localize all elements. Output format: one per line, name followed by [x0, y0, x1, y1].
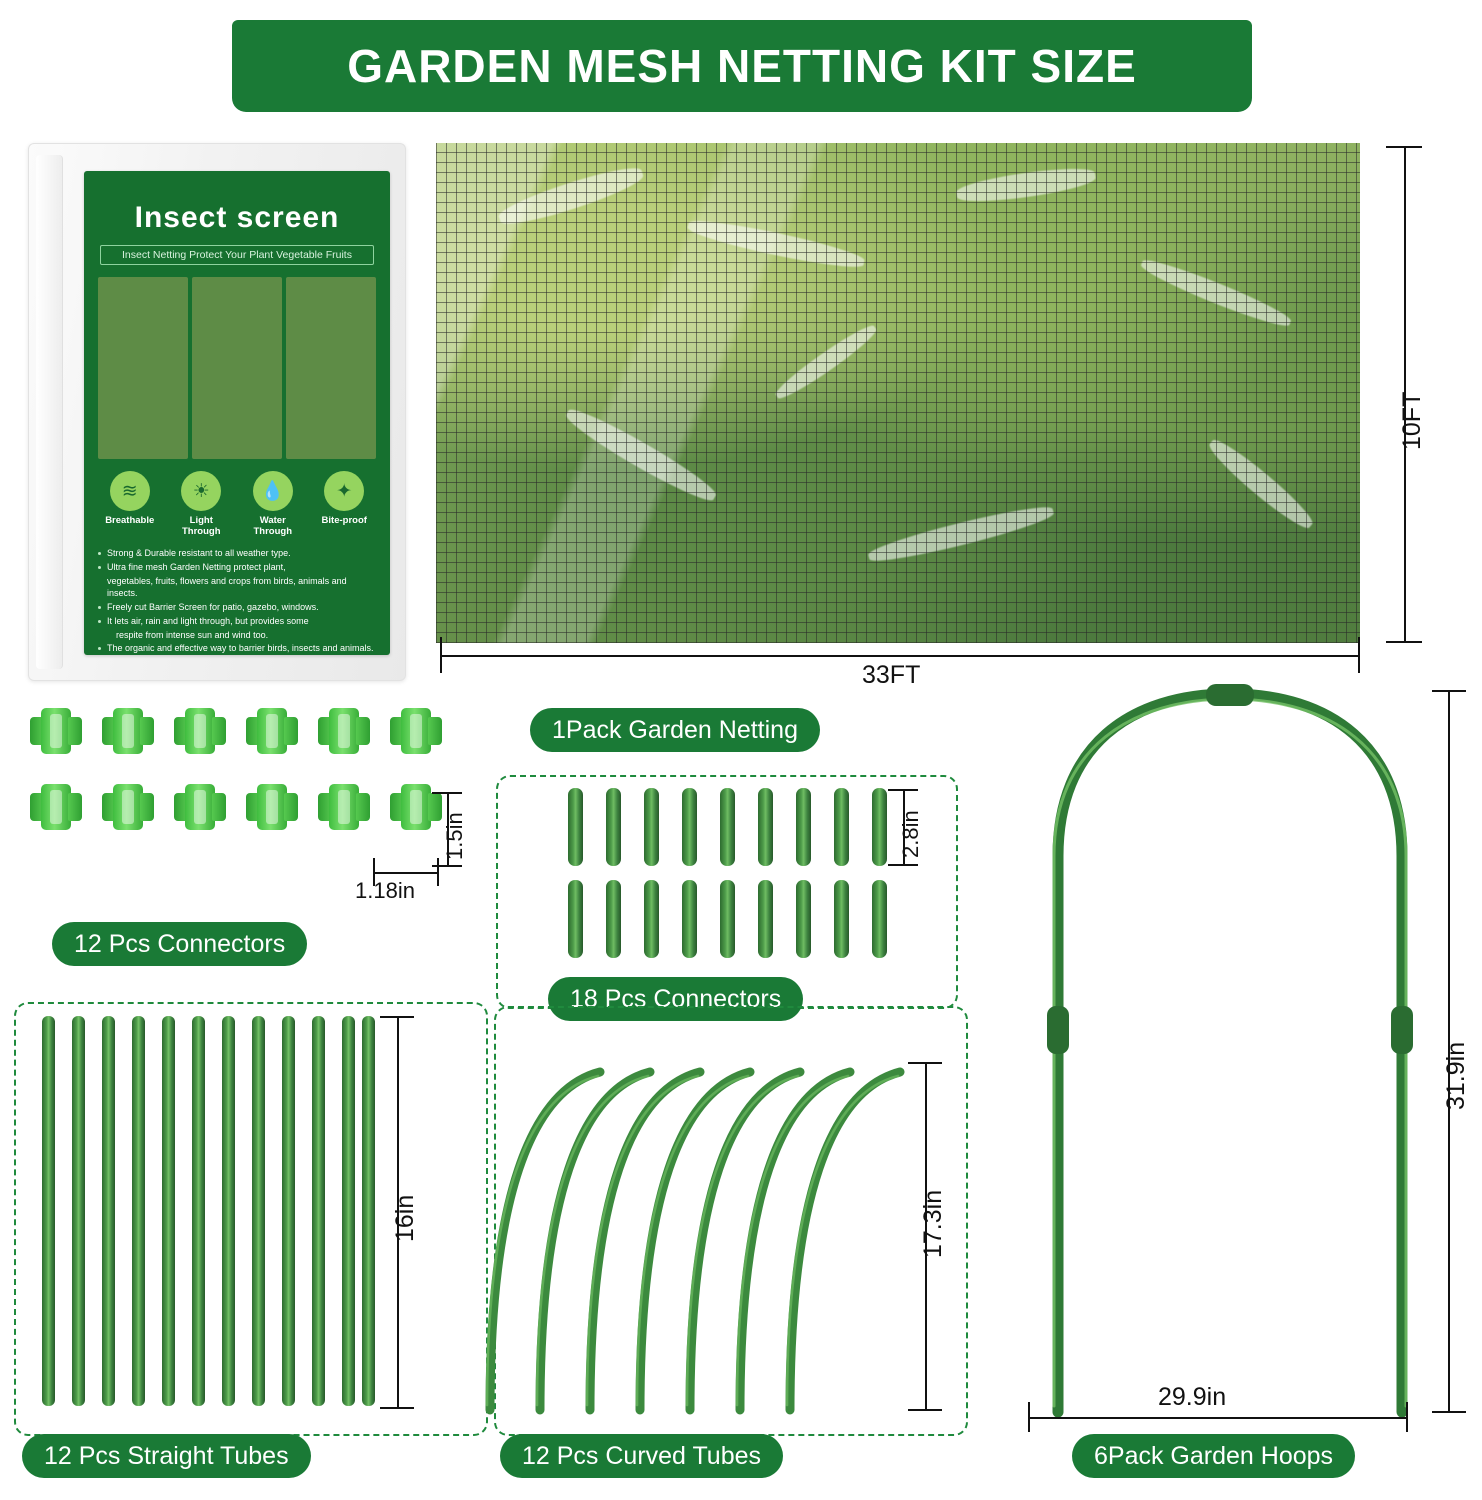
hoops-label-pill: 6Pack Garden Hoops [1072, 1434, 1355, 1478]
package-photo-1 [98, 277, 188, 459]
dim-tick [1028, 1402, 1030, 1432]
insect-icon: ✦ [324, 471, 364, 511]
netting-width-dim-line [440, 655, 1360, 657]
dim-tick [908, 1409, 942, 1411]
connector-clips-label-pill: 12 Pcs Connectors [52, 922, 307, 966]
feature-water-through [241, 471, 305, 537]
connector-clip [174, 708, 226, 754]
dim-tick [1432, 690, 1466, 692]
netting-width-label: 33FT [862, 661, 921, 689]
garden-hoop [1020, 676, 1440, 1416]
bullet-item-cont: vegetables, fruits, flowers and crops from birds, animals and insects. [107, 575, 347, 599]
package-bullets [98, 547, 376, 655]
connector-clip [246, 708, 298, 754]
clip-width-dim-line [373, 872, 439, 874]
connector-clip [102, 784, 154, 830]
dim-tick [432, 792, 462, 794]
curved-tube-height-label: 17.3in [919, 1189, 947, 1258]
feature-label: Light Through [181, 515, 221, 537]
package-features [94, 471, 380, 537]
dim-tick [908, 1062, 942, 1064]
connector-clips-group [18, 700, 438, 860]
connector-clip [390, 784, 442, 830]
bullet-item: Ultra fine mesh Garden Netting protect plant, [98, 561, 376, 574]
sun-plant-icon: ☀ [181, 471, 221, 511]
package-title: Insect screen [134, 201, 340, 234]
dim-tick [380, 1407, 414, 1409]
hoop-width-dim-line [1028, 1417, 1408, 1419]
dim-tick [437, 858, 439, 886]
package-subtitle: Insect Netting Protect Your Plant Vegetable Fruits [100, 245, 374, 265]
curved-tubes-group [470, 1050, 940, 1420]
feature-breathable [98, 471, 162, 537]
dim-tick [380, 1016, 414, 1018]
connector-clip [318, 784, 370, 830]
water-drop-icon: 💧 [253, 471, 293, 511]
straight-tubes-label-pill: 12 Pcs Straight Tubes [22, 1434, 311, 1478]
bullet-item: Strong & Durable resistant to all weather type. [98, 547, 376, 560]
header-banner [232, 20, 1252, 112]
package-photo-3 [286, 277, 376, 459]
dim-tick [1386, 146, 1422, 148]
dim-tick [1358, 637, 1360, 673]
bullet-item: Freely cut Barrier Screen for patio, gazebo, windows. [98, 601, 376, 614]
dim-tick [440, 637, 442, 673]
dim-tick [888, 864, 918, 866]
hoop-width-label: 29.9in [1158, 1383, 1227, 1411]
hoop-height-label: 31.9in [1442, 1041, 1470, 1110]
feature-label: Breathable [105, 515, 155, 526]
package-bag-edge [36, 155, 63, 669]
bullet-item-cont: respite from intense sun and wind too. [116, 629, 269, 640]
feature-bite-proof [312, 471, 376, 537]
package-photo-2 [192, 277, 282, 459]
netting-height-label: 10FT [1398, 391, 1426, 450]
connector-clip [174, 784, 226, 830]
connector-tube-length-label: 2.8in [898, 810, 923, 858]
hoop-connector-top [1206, 684, 1254, 706]
dim-tick [888, 789, 918, 791]
bullet-item: The organic and effective way to barrier birds, insects and animals. [98, 642, 376, 655]
straight-tube-length-label: 16in [391, 1194, 419, 1242]
netting-label-pill: 1Pack Garden Netting [530, 708, 820, 752]
mesh-texture [436, 143, 1360, 643]
connector-tubes-label-pill: 18 Pcs Connectors [548, 977, 803, 1021]
airflow-icon: ≋ [110, 471, 150, 511]
connector-clip [390, 708, 442, 754]
connector-clip [30, 784, 82, 830]
package-photo-strip [98, 277, 376, 459]
insect-screen-package [28, 143, 406, 681]
connector-clip [30, 708, 82, 754]
dim-tick [1406, 1402, 1408, 1432]
hoop-connector-right [1391, 1006, 1413, 1054]
feature-label: Bite-proof [321, 515, 367, 526]
clip-height-label: 1.5in [442, 812, 467, 860]
bullet-item: It lets air, rain and light through, but provides some [98, 615, 376, 628]
feature-label: Water Through [253, 515, 292, 537]
feature-light-through [169, 471, 233, 537]
dim-tick [1432, 1411, 1466, 1413]
package-label [84, 171, 390, 655]
connector-clip [246, 784, 298, 830]
connector-clip [318, 708, 370, 754]
dim-tick [1386, 641, 1422, 643]
garden-netting-photo [436, 143, 1360, 643]
page-title: GARDEN MESH NETTING KIT SIZE [347, 40, 1137, 92]
curved-tubes-label-pill: 12 Pcs Curved Tubes [500, 1434, 783, 1478]
clip-width-label: 1.18in [355, 878, 415, 903]
connector-clip [102, 708, 154, 754]
hoop-connector-left [1047, 1006, 1069, 1054]
